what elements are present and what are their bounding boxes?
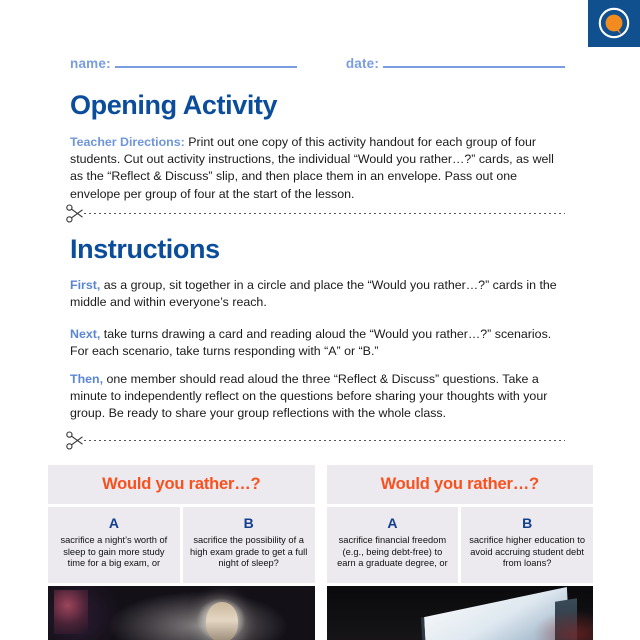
card-option-b[interactable] <box>461 507 593 583</box>
name-label: name: <box>70 56 111 71</box>
card-option-a[interactable] <box>48 507 180 583</box>
step-lead: Then, <box>70 372 104 386</box>
option-letter: A <box>387 515 398 531</box>
dotted-cut-line <box>84 440 565 441</box>
card-options <box>48 507 315 583</box>
card-header <box>327 465 594 504</box>
instruction-step-next <box>70 326 565 360</box>
option-letter: A <box>108 515 119 531</box>
card-option-a[interactable] <box>327 507 459 583</box>
name-date-row <box>70 56 565 71</box>
card-header-label: Would you rather…? <box>380 475 539 493</box>
wall-poster <box>54 590 88 634</box>
scissors-icon <box>66 431 83 450</box>
instructions-title: Instructions <box>70 234 220 264</box>
teacher-directions-paragraph <box>70 134 565 203</box>
step-body: as a group, sit together in a circle and place the “Would you rather…?” cards in the middle and within everyone’s reach. <box>70 278 557 310</box>
quizlet-q-logo <box>588 0 640 47</box>
instruction-step-then <box>70 371 565 423</box>
teacher-directions-label: Teacher Directions: <box>70 135 185 149</box>
would-you-rather-card <box>48 465 315 640</box>
background-glow <box>533 610 593 640</box>
cut-line-divider <box>66 430 565 450</box>
step-body: take turns drawing a card and reading aloud the “Would you rather…?” scenarios. For each scenario, take turns responding with “A” or “B.” <box>70 327 552 359</box>
page-title: Opening Activity <box>70 90 278 120</box>
q-speech-bubble-icon <box>597 7 631 41</box>
card-photo-student-studying <box>48 586 315 640</box>
date-label: date: <box>345 56 380 71</box>
name-input-rule[interactable] <box>115 56 297 68</box>
option-text: sacrifice financial freedom (e.g., being debt-free) to earn a graduate degree, or <box>337 535 448 569</box>
card-header <box>48 465 315 504</box>
step-body: one member should read aloud the three “Reflect & Discuss” questions. Take a minute to independently reflect on the questions before sharing your thoughts with your group. Be ready to share your group reflections with the whole class. <box>70 372 548 421</box>
teacher-directions-body: Print out one copy of this activity handout for each group of four students. Cut out activity instructions, the individual “Would you rather…?” cards, as well as the “Reflect & Discuss” slip, and then place them in an envelope. Pass out one envelope per group of four at the start of the lesson. <box>70 135 554 201</box>
card-option-b[interactable] <box>183 507 315 583</box>
card-header-label: Would you rather…? <box>102 475 261 493</box>
step-lead: First, <box>70 278 101 292</box>
option-text: sacrifice the possibility of a high exam grade to get a full night of sleep? <box>189 535 308 569</box>
option-letter: B <box>243 515 254 531</box>
step-lead: Next, <box>70 327 101 341</box>
date-input-rule[interactable] <box>383 56 565 68</box>
student-face <box>206 602 238 640</box>
card-photo-laptop-screen <box>327 586 594 640</box>
cut-line-divider <box>66 203 565 223</box>
option-letter: B <box>522 515 533 531</box>
would-you-rather-card <box>327 465 594 640</box>
option-text: sacrifice a night’s worth of sleep to gain more study time for a big exam, or <box>60 535 168 569</box>
card-options <box>327 507 594 583</box>
option-text: sacrifice higher education to avoid accruing student debt from loans? <box>469 535 585 569</box>
would-you-rather-card-row <box>48 465 593 640</box>
scissors-icon <box>66 204 83 223</box>
instruction-step-first <box>70 277 565 311</box>
dotted-cut-line <box>84 213 565 214</box>
